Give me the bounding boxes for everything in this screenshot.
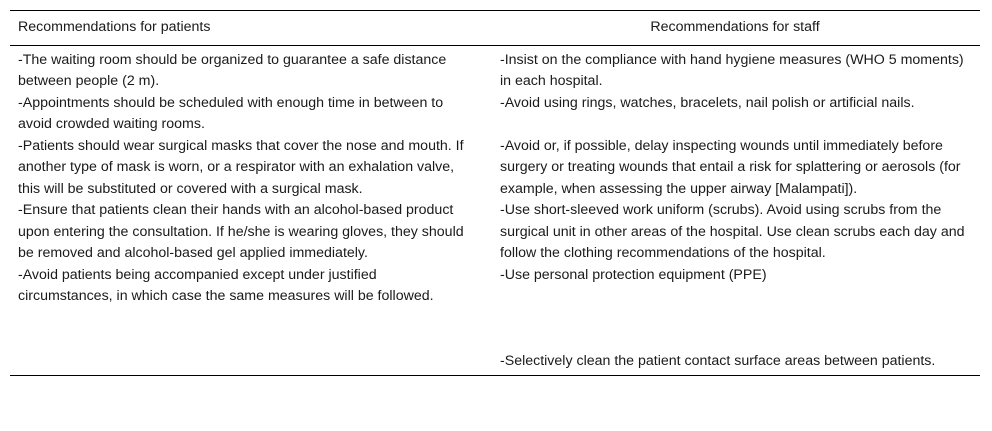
- header-row: [10, 11, 980, 46]
- patient-recommendation: -Ensure that patients clean their hands with an alcohol-based product upon entering the consultation. If he/she is wearing gloves, they should be removed and alcohol-based gel applied immediately.: [18, 202, 464, 261]
- table-row: [10, 200, 980, 265]
- staff-recommendation: -Avoid or, if possible, delay inspecting wounds until immediately before surgery or treating wounds that entail a risk for splattering or aerosols (for example, when assessing the upper airway [Malampati]).: [500, 137, 961, 197]
- patient-recommendation: -Avoid patients being accompanied except under justified circumstances, in which case the same measures will be followed.: [18, 266, 434, 304]
- table-body: [10, 45, 980, 376]
- staff-recommendation: -Selectively clean the patient contact surface areas between patients.: [490, 308, 980, 376]
- table-row: [10, 308, 980, 376]
- recommendations-table: [10, 10, 980, 376]
- table-row: [10, 136, 980, 201]
- patient-recommendation: -Appointments should be scheduled with enough time in between to avoid crowded waiting rooms.: [18, 94, 444, 132]
- header-staff: Recommendations for staff: [490, 11, 980, 46]
- staff-recommendation: -Avoid using rings, watches, bracelets, nail polish or artificial nails.: [500, 94, 915, 111]
- staff-recommendation: -Insist on the compliance with hand hygiene measures (WHO 5 moments) in each hospital.: [500, 51, 964, 89]
- table-row: [10, 265, 980, 308]
- staff-recommendation: -Use short-sleeved work uniform (scrubs). Avoid using scrubs from the surgical unit in other areas of the hospital. Use clean scrubs each day and follow the clothing recommendations of the hospital.: [500, 202, 965, 261]
- patient-recommendation: -Patients should wear surgical masks that cover the nose and mouth. If another type of mask is worn, or a respirator with an exhalation valve, this will be substituted or covered with a surgical mask.: [18, 137, 464, 197]
- patient-recommendation: [10, 308, 490, 376]
- header-patients: Recommendations for patients: [10, 11, 490, 46]
- table-header: [10, 11, 980, 46]
- table-row: [10, 93, 980, 136]
- staff-recommendation: -Use personal protection equipment (PPE): [500, 266, 767, 283]
- patient-recommendation: -The waiting room should be organized to guarantee a safe distance between people (2 m).: [18, 51, 447, 89]
- table-row: [10, 45, 980, 93]
